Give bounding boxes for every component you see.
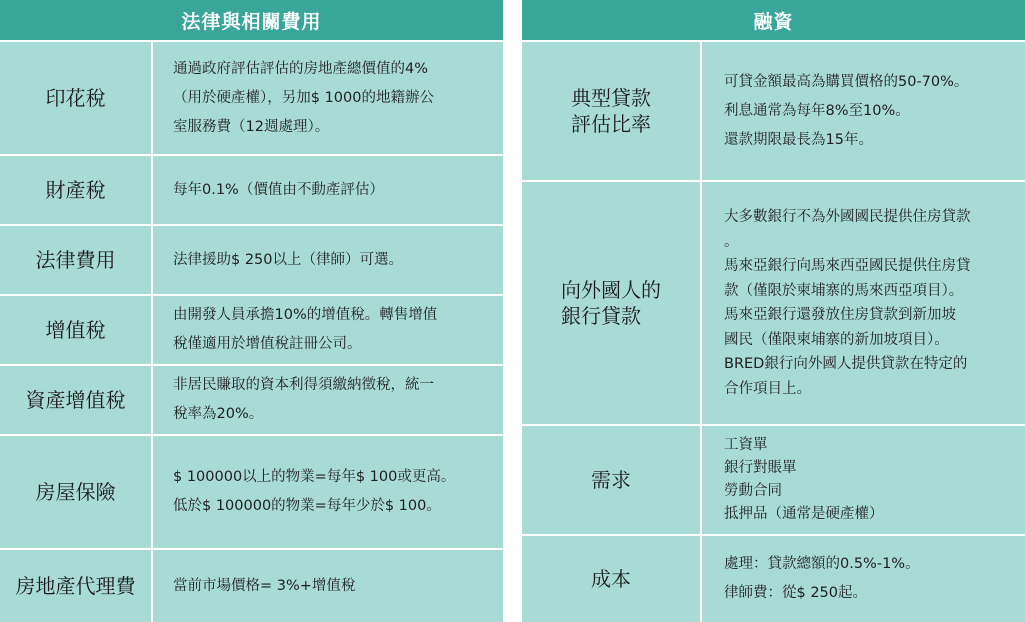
legal-row-legal-fees <box>0 226 503 294</box>
row-label-line: 成本 <box>591 567 631 591</box>
row-text: 室服務費（12週處理）。 <box>173 118 330 135</box>
row-label-line: 向外國人的 <box>561 278 661 302</box>
legal-fees-panel <box>0 0 503 598</box>
row-label <box>522 426 702 534</box>
row-text: $ 100000以上的物業=每年$ 100或更高。 <box>173 469 456 485</box>
row-content <box>153 366 503 434</box>
row-text: 馬來亞銀行向馬來西亞國民提供住房貸 <box>724 258 971 274</box>
row-text: 還款期限最長為15年。 <box>724 131 873 148</box>
row-label-line: 典型貸款 <box>571 86 651 110</box>
legal-row-capital-gains-tax <box>0 366 503 434</box>
row-text: 通過政府評估評估的房地產總價值的4% <box>173 60 429 77</box>
row-label: 法律費用 <box>0 226 153 294</box>
row-text: 利息通常為每年8%至10%。 <box>724 102 910 119</box>
row-label-line: 評估比率 <box>571 112 651 136</box>
row-label: 房地產代理費 <box>0 550 153 622</box>
row-text: 大多數銀行不為外國國民提供住房貸款 <box>724 209 971 225</box>
row-text: 稅僅適用於增值稅註冊公司。 <box>173 336 362 352</box>
row-label <box>522 42 702 180</box>
financing-panel <box>522 0 1025 601</box>
row-content <box>702 182 1025 424</box>
legal-row-home-insurance <box>0 436 503 548</box>
row-text: 國民（僅限柬埔寨的新加坡項目）。 <box>724 331 949 348</box>
legal-row-property-tax <box>0 156 503 224</box>
row-text: 稅率為20%。 <box>173 406 264 422</box>
legal-fees-title: 法律與相關費用 <box>0 0 503 40</box>
row-content <box>153 296 503 364</box>
row-text: 律師費：從$ 250起。 <box>724 585 868 601</box>
row-text: （用於硬產權），另加$ 1000的地籍辦公 <box>173 89 434 106</box>
row-label: 資產增值稅 <box>0 366 153 434</box>
row-label: 印花稅 <box>0 42 153 154</box>
row-text: 每年0.1%（價值由不動產評估） <box>173 181 384 198</box>
row-text: 。 <box>724 233 739 250</box>
finance-row-requirements <box>522 426 1025 534</box>
row-text: 可貸金額最高為購買價格的50-70%。 <box>724 73 969 90</box>
row-text: 合作項目上。 <box>724 380 811 397</box>
row-text: 抵押品（通常是硬產權） <box>724 506 884 522</box>
finance-row-ltv <box>522 42 1025 180</box>
row-content <box>153 156 503 224</box>
row-text: 由開發人員承擔10%的增值稅。轉售增值 <box>173 307 438 323</box>
row-content <box>153 42 503 154</box>
row-content <box>153 226 503 294</box>
row-content <box>153 550 503 622</box>
row-text: 當前市場價格= 3%+增值稅 <box>173 577 356 594</box>
row-text: 馬來亞銀行還發放住房貸款到新加坡 <box>724 307 956 323</box>
legal-row-vat <box>0 296 503 364</box>
row-label-line: 需求 <box>591 468 631 492</box>
row-text: 銀行對賬單 <box>724 460 797 476</box>
row-text: 處理：貸款總額的0.5%-1%。 <box>724 556 920 572</box>
row-label: 增值稅 <box>0 296 153 364</box>
row-text: 低於$ 100000的物業=每年少於$ 100。 <box>173 498 441 514</box>
row-label <box>522 536 702 622</box>
row-label-line: 銀行貸款 <box>561 304 641 328</box>
row-text: 工資單 <box>724 437 768 453</box>
row-content <box>702 536 1025 622</box>
row-text: 法律援助$ 250以上（律師）可選。 <box>173 251 404 268</box>
row-text: 非居民賺取的資本利得須繳納徵稅，統一 <box>173 377 434 393</box>
finance-row-costs <box>522 536 1025 622</box>
row-content <box>702 426 1025 534</box>
row-text: 款（僅限於柬埔寨的馬來西亞項目）。 <box>724 282 964 299</box>
row-label <box>522 182 702 424</box>
finance-row-foreign-loans <box>522 182 1025 424</box>
legal-row-stamp-duty <box>0 42 503 154</box>
row-text: 勞動合同 <box>724 483 782 499</box>
row-text: BRED銀行向外國人提供貸款在特定的 <box>724 356 968 372</box>
row-content <box>153 436 503 548</box>
row-label: 房屋保險 <box>0 436 153 548</box>
legal-row-agent-fee <box>0 550 503 622</box>
financing-title: 融資 <box>522 0 1025 40</box>
row-label: 財產稅 <box>0 156 153 224</box>
row-content <box>702 42 1025 180</box>
